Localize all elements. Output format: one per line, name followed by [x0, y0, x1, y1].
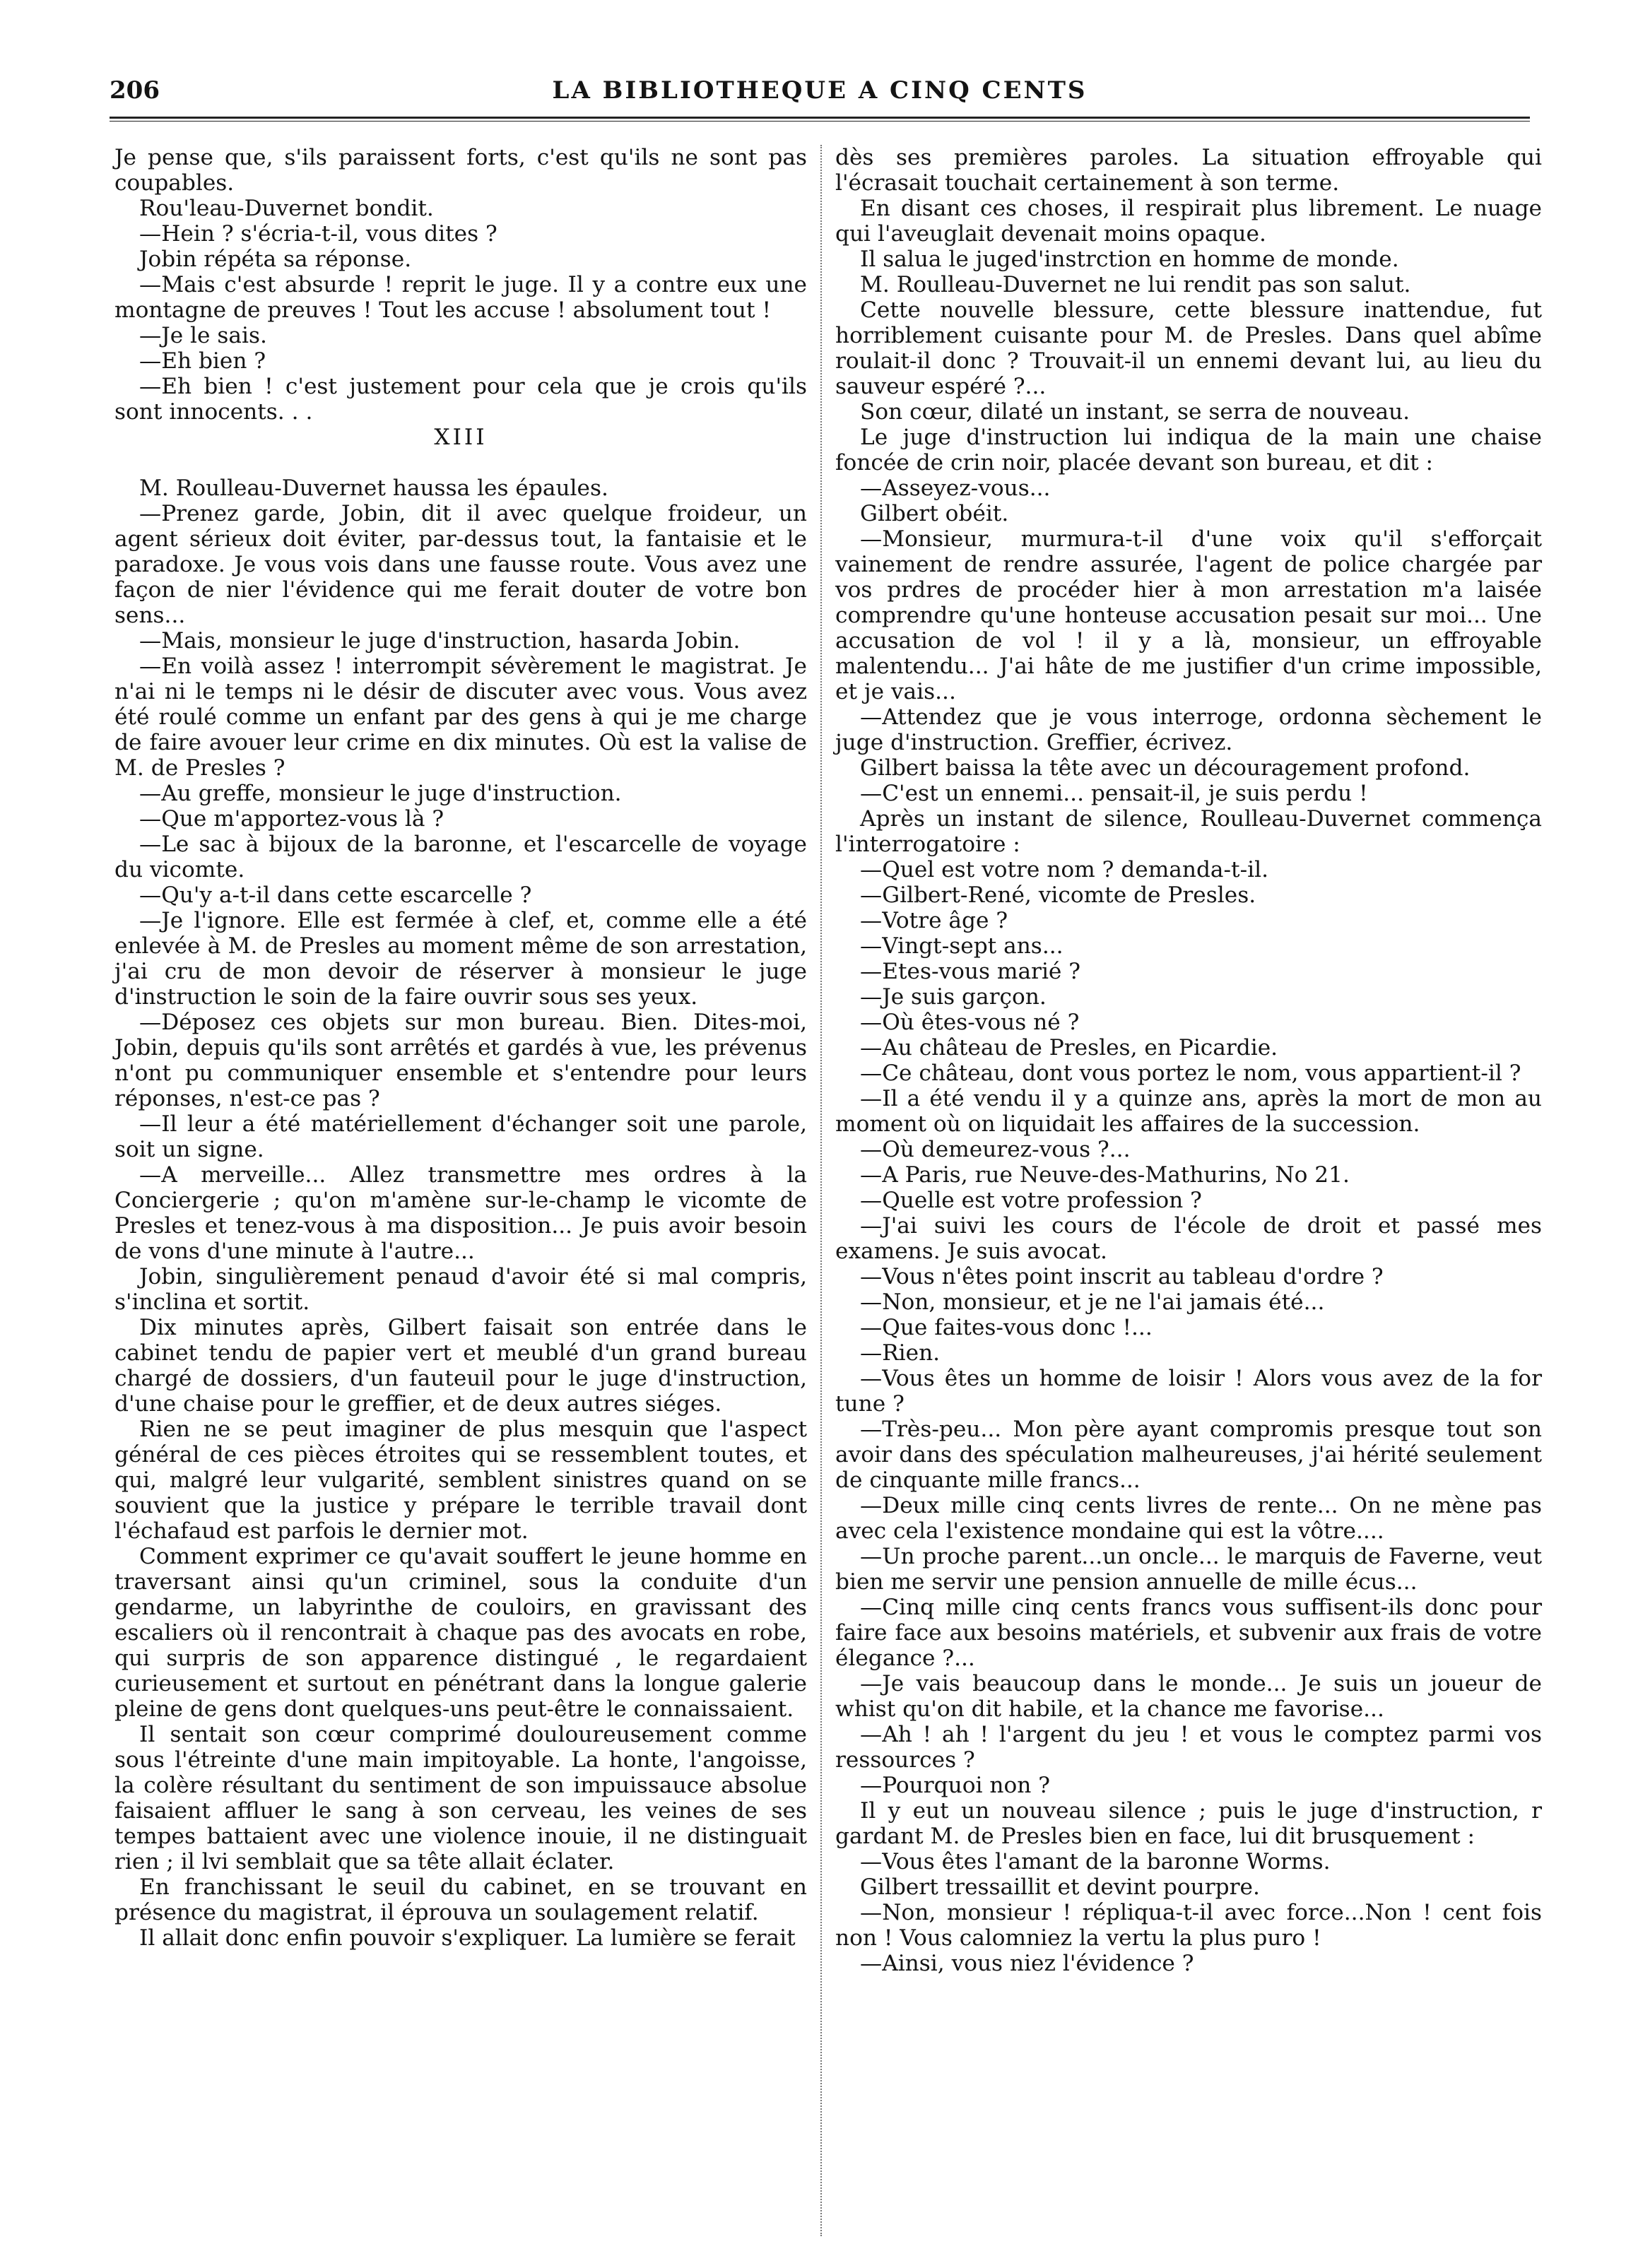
right-column [835, 145, 1542, 1976]
paragraph: Gilbert baissa la tête avec un découragement profond. [860, 755, 1471, 781]
paragraph: Son cœur, dilaté un instant, se serra de nouveau. [860, 399, 1410, 425]
paragraph: —Eh bien ? [139, 348, 266, 374]
paragraph: —Gilbert-René, vicomte de Presles. [860, 882, 1256, 908]
paragraph: —Prenez garde, Jobin, dit il avec quelque froideur, un agent sérieux doit éviter, par-dessus tout, la fantaisie et le paradoxe. Je vous vois dans une fausse route. Vous avez une façon de nier l'évidence qui me ferait douter de votre bon sens... [114, 501, 807, 628]
paragraph: —Votre âge ? [860, 908, 1008, 933]
paragraph: —Eh bien ! c'est justement pour cela que je crois qu'ils sont innocents. . . [114, 374, 807, 425]
paragraph: —Qu'y a-t-il dans cette escarcelle ? [139, 882, 532, 908]
paragraph: —Au château de Presles, en Picardie. [860, 1035, 1278, 1061]
paragraph: dès ses premières paroles. La situation effroyable qui l'écrasait touchait certainement à son terme. [835, 145, 1542, 196]
paragraph: —J'ai suivi les cours de l'école de droit et passé mes examens. Je suis avocat. [835, 1213, 1542, 1264]
paragraph: —Le sac à bijoux de la baronne, et l'escarcelle de voyage du vicomte. [114, 832, 807, 882]
left-column-text-after [114, 476, 807, 1951]
paragraph: —Je suis garçon. [860, 984, 1047, 1010]
paragraph: Cette nouvelle blessure, cette blessure inattendue, fut horriblement cuisante pour M. de Presles. Dans quel abîme roulait-il donc ? Trouvait-il un ennemi devant lui, au lieu du sauveur espéré ?... [835, 297, 1542, 399]
paragraph: Il salua le juged'instrction en homme de monde. [860, 247, 1399, 272]
paragraph: M. Roulleau-Duvernet ne lui rendit pas son salut. [860, 272, 1411, 297]
paragraph: —Mais, monsieur le juge d'instruction, hasarda Jobin. [139, 628, 741, 654]
chapter-heading: XIII [434, 425, 488, 450]
paragraph: Rien ne se peut imaginer de plus mesquin que l'aspect général de ces pièces étroites qui se ressemblent toutes, et qui, malgré leur vulgarité, semblent sinistres quand on se souvient que la justice y prépare le terrible travail dont l'échafaud est parfois le dernier mot. [114, 1417, 807, 1544]
paragraph: —Non, monsieur ! répliqua-t-il avec force...Non ! cent fois non ! Vous calomniez la vertu la plus puro ! [835, 1900, 1542, 1951]
paragraph: En franchissant le seuil du cabinet, en se trouvant en présence du magistrat, il éprouva un soulagement relatif. [114, 1874, 807, 1925]
paragraph: —Quel est votre nom ? demanda-t-il. [860, 857, 1268, 882]
paragraph: —C'est un ennemi... pensait-il, je suis perdu ! [860, 781, 1368, 806]
paragraph: —Il a été vendu il y a quinze ans, après la mort de mon au moment où on liquidait les affaires de la succession. [835, 1086, 1542, 1137]
paragraph: —Où demeurez-vous ?... [860, 1137, 1131, 1162]
paragraph: —Ainsi, vous niez l'évidence ? [860, 1951, 1194, 1976]
paragraph: M. Roulleau-Duvernet haussa les épaules. [139, 476, 608, 501]
paragraph: —Que m'apportez-vous là ? [139, 806, 444, 832]
paragraph: Il allait donc enfin pouvoir s'expliquer. La lumière se ferait [139, 1925, 796, 1951]
paragraph: Gilbert tressaillit et devint pourpre. [860, 1874, 1260, 1900]
paragraph: —Attendez que je vous interroge, ordonna sèchement le juge d'instruction. Greffier, écrivez. [835, 704, 1542, 755]
page-header [110, 76, 1530, 112]
paragraph: Le juge d'instruction lui indiqua de la main une chaise foncée de crin noir, placée devant son bureau, et dit : [835, 425, 1542, 476]
paragraph: —Où êtes-vous né ? [860, 1010, 1080, 1035]
paragraph: Comment exprimer ce qu'avait souffert le jeune homme en traversant ainsi qu'un criminel, sous la conduite d'un gendarme, un labyrinthe de couloirs, en gravissant des escaliers où il rencontrait à chaque pas des avocats en robe, qui surpris de son apparence distingué , le regardaient curieusement et surtout en pénétrant dans la longue galerie pleine de gens dont quelques-uns peut-être le connaissaient. [114, 1544, 807, 1722]
paragraph: —Il leur a été matériellement d'échanger soit une parole, soit un signe. [114, 1111, 807, 1162]
paragraph: —Au greffe, monsieur le juge d'instruction. [139, 781, 622, 806]
paragraph: —Hein ? s'écria-t-il, vous dites ? [139, 221, 497, 247]
paragraph: —Vous êtes l'amant de la baronne Worms. [860, 1849, 1331, 1874]
paragraph: —Rien. [860, 1340, 941, 1366]
paragraph: —Quelle est votre profession ? [860, 1188, 1202, 1213]
right-column-text [835, 145, 1542, 1976]
paragraph: —En voilà assez ! interrompit sévèrement le magistrat. Je n'ai ni le temps ni le désir de discuter avec vous. Vous avez été roulé comme un enfant par des gens à qui je me charge de faire avouer leur crime en dix minutes. Où est la valise de M. de Presles ? [114, 654, 807, 781]
paragraph: —Non, monsieur, et je ne l'ai jamais été... [860, 1289, 1325, 1315]
paragraph: —Etes-vous marié ? [860, 959, 1081, 984]
paragraph: —Très-peu... Mon père ayant compromis presque tout son avoir dans des spéculation malheureuses, j'ai hérité seulement de cinquante mille francs... [835, 1417, 1542, 1493]
paragraph: —Ah ! ah ! l'argent du jeu ! et vous le comptez parmi vos ressources ? [835, 1722, 1542, 1773]
paragraph: Il y eut un nouveau silence ; puis le juge d'instruction, r gardant M. de Presles bien en face, lui dit brusquement : [835, 1798, 1542, 1849]
paragraph: —Je vais beaucoup dans le monde... Je suis un joueur de whist qu'on dit habile, et la chance me favorise... [835, 1671, 1542, 1722]
paragraph: Après un instant de silence, Roulleau-Duvernet commença l'interrogatoire : [835, 806, 1542, 857]
paragraph: —Vingt-sept ans... [860, 933, 1064, 959]
header-rule [110, 117, 1530, 122]
paragraph: —Cinq mille cinq cents francs vous suffisent-ils donc pour faire face aux besoins matériels, et subvenir aux frais de votre élegance ?... [835, 1595, 1542, 1671]
paragraph: Je pense que, s'ils paraissent forts, c'est qu'ils ne sont pas coupables. [114, 145, 807, 196]
paragraph: —A merveille... Allez transmettre mes ordres à la Conciergerie ; qu'on m'amène sur-le-champ le vicomte de Presles et tenez-vous à ma disposition... Je puis avoir besoin de vons d'une minute à l'autre... [114, 1162, 807, 1264]
page-number: 206 [110, 76, 160, 105]
running-title: LA BIBLIOTHEQUE A CINQ CENTS [552, 76, 1088, 105]
paragraph: Jobin, singulièrement penaud d'avoir été si mal compris, s'inclina et sortit. [114, 1264, 807, 1315]
paragraph: —Vous n'êtes point inscrit au tableau d'ordre ? [860, 1264, 1384, 1289]
paragraph: —Deux mille cinq cents livres de rente... On ne mène pas avec cela l'existence mondaine qui est la vôtre.... [835, 1493, 1542, 1544]
paragraph: Rou'leau-Duvernet bondit. [139, 196, 434, 221]
paragraph: —Pourquoi non ? [860, 1773, 1050, 1798]
paragraph: —Asseyez-vous... [860, 476, 1051, 501]
paragraph: Gilbert obéit. [860, 501, 1009, 526]
paragraph: Jobin répéta sa réponse. [139, 247, 412, 272]
paragraph: —Je l'ignore. Elle est fermée à clef, et, comme elle a été enlevée à M. de Presles au moment même de son arrestation, j'ai cru de mon devoir de réserver à monsieur le juge d'instruction le soin de la faire ouvrir sous ses yeux. [114, 908, 807, 1010]
paragraph: —Ce château, dont vous portez le nom, vous appartient-il ? [860, 1061, 1521, 1086]
paragraph: —Vous êtes un homme de loisir ! Alors vous avez de la for tune ? [835, 1366, 1542, 1417]
paragraph: Il sentait son cœur comprimé douloureusement comme sous l'étreinte d'une main impitoyable. La honte, l'angoisse, la colère résultant du sentiment de son impuissauce absolue faisaient affluer le sang à son cerveau, les veines de ses tempes battaient avec une violence inouie, il ne distinguait rien ; il lvi semblait que sa tête allait éclater. [114, 1722, 807, 1874]
paragraph: Dix minutes après, Gilbert faisait son entrée dans le cabinet tendu de papier vert et meublé d'un grand bureau chargé de dossiers, d'un fauteuil pour le juge d'instruction, d'une chaise pour le greffier, et de deux autres siéges. [114, 1315, 807, 1417]
paragraph: —Déposez ces objets sur mon bureau. Bien. Dites-moi, Jobin, depuis qu'ils sont arrêtés et gardés à vue, les prévenus n'ont pu communiquer ensemble et s'entendre pour leurs réponses, n'est-ce pas ? [114, 1010, 807, 1111]
paragraph: En disant ces choses, il respirait plus librement. Le nuage qui l'aveuglait devenait moins opaque. [835, 196, 1542, 247]
paragraph: —Je le sais. [139, 323, 267, 348]
paragraph: —Un proche parent...un oncle... le marquis de Faverne, veut bien me servir une pension annuelle de mille écus... [835, 1544, 1542, 1595]
paragraph: —Que faites-vous donc !... [860, 1315, 1153, 1340]
column-divider [820, 145, 822, 2236]
left-column [114, 145, 807, 1951]
paragraph: —A Paris, rue Neuve-des-Mathurins, No 21. [860, 1162, 1350, 1188]
paragraph: —Mais c'est absurde ! reprit le juge. Il y a contre eux une montagne de preuves ! Tout les accuse ! absolument tout ! [114, 272, 807, 323]
paragraph: —Monsieur, murmura-t-il d'une voix qu'il s'efforçait vainement de rendre assurée, l'agent de police chargée par vos prdres de procéder hier à mon arrestation m'a laisée comprendre qu'une honteuse accusation pesait sur moi... Une accusation de vol ! il y a là, monsieur, un effroyable malentendu... J'ai hâte de me justifier d'un crime impossible, et je vais... [835, 526, 1542, 704]
left-column-text-before [114, 145, 807, 425]
